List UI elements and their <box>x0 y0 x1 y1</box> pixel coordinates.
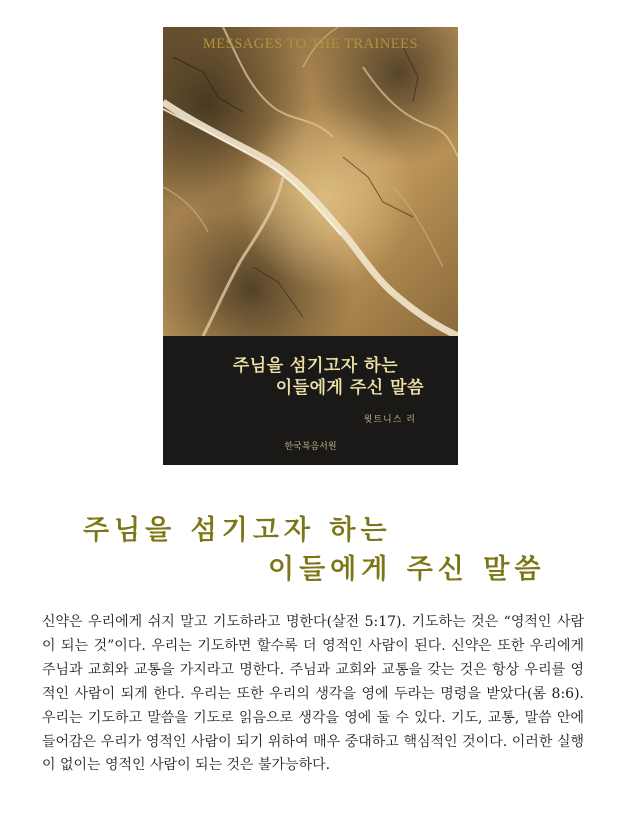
cover-title-line2: 이들에게 주신 말씀 <box>275 378 424 398</box>
cover-title-line1: 주님을 섬기고자 하는 <box>232 356 398 376</box>
page-heading-line2: 이들에게 주신 말씀 <box>268 554 546 585</box>
book-cover <box>163 27 458 465</box>
cover-publisher: 한국복음서원 <box>284 442 337 452</box>
series-title: MESSAGES TO THE TRAINEES <box>202 36 419 52</box>
page-heading-line1: 주님을 섬기고자 하는 <box>83 515 392 546</box>
marble-texture-image <box>163 27 458 336</box>
body-paragraph: 신약은 우리에게 쉬지 말고 기도하라고 명한다(살전 5:17). 기도하는 것은 “영적인 사람이 되는 것”이다. 우리는 기도하면 할수록 더 영적인 사람이 된다. 신약은 또한 우리에게 주님과 교회와 교통을 가지라고 명한다. 주님과 교회와 교통을 갖는 것은 항상 우리를 영적인 사람이 되게 한다. 우리는 또한 우리의 생각을 영에 두라는 명령을 받았다(롬 8:6). 우리는 기도하고 말씀을 기도로 읽음으로 생각을 영에 둘 수 있다. 기도, 교통, 말씀 안에 들어감은 우리가 영적인 사람이 되기 위하여 매우 중대하고 핵심적인 것이다. 이러한 실행이 없이는 영적인 사람이 되는 것은 불가능하다. <box>42 614 584 774</box>
cover-author: 윗트니스 리 <box>363 415 416 425</box>
